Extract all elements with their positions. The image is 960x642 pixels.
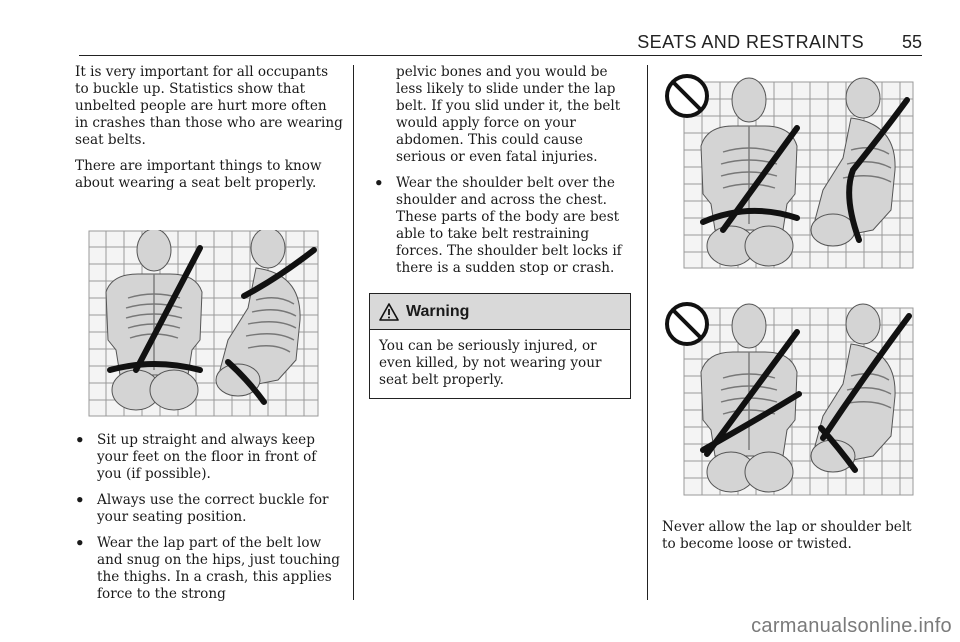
- warning-box: [369, 293, 631, 399]
- lap-belt-continued: pelvic bones and you would be less likely to slide under the lap belt. If you slid under it, the belt would apply force on your abdomen. This could cause serious or even fatal injuries.: [396, 64, 621, 165]
- important-things-paragraph: There are important things to know about wearing a seat belt properly.: [75, 158, 322, 191]
- page-header: [600, 30, 922, 56]
- column-3-text: [662, 519, 924, 562]
- column-1-top: [75, 64, 343, 201]
- header-rule: [79, 55, 922, 56]
- bullet-correct-buckle: • Always use the correct buckle for your seating position.: [75, 491, 329, 525]
- bullet-mark: •: [75, 491, 85, 509]
- column-divider-2: [647, 65, 648, 600]
- bullet-mark: •: [75, 534, 85, 552]
- watermark: carmanualsonline.info: [751, 615, 952, 637]
- loose-twisted-paragraph: Never allow the lap or shoulder belt to become loose or twisted.: [662, 519, 912, 552]
- bullet-lap-belt: • Wear the lap part of the belt low and snug on the hips, just touching the thighs. In a crash, this applies force to the strong: [75, 534, 340, 602]
- column-1-bullets: [75, 432, 343, 612]
- column-divider-1: [353, 65, 354, 600]
- bullet-sit-straight: • Sit up straight and always keep your feet on the floor in front of you (if possible).: [75, 431, 317, 482]
- warning-header: [370, 294, 630, 330]
- section-title: SEATS AND RESTRAINTS: [637, 32, 864, 52]
- bullet-mark: •: [75, 431, 85, 449]
- warning-triangle-icon: [379, 303, 399, 321]
- warning-body: You can be seriously injured, or even killed, by not wearing your seat belt properly.: [379, 338, 602, 388]
- page-number: 55: [901, 32, 922, 52]
- bullet-mark: •: [374, 174, 384, 192]
- correct-seatbelt-illustration: [88, 230, 320, 418]
- warning-title: Warning: [406, 303, 470, 320]
- incorrect-seatbelt-illustration-1: [663, 70, 915, 270]
- bullet-shoulder-belt: • Wear the shoulder belt over the shoulder and across the chest. These parts of the body are best able to take belt restraining forces. The shoulder belt locks if there is a sudden stop or crash.: [374, 174, 622, 276]
- incorrect-seatbelt-illustration-2: [663, 298, 915, 498]
- column-2-text: [374, 64, 636, 286]
- intro-paragraph: It is very important for all occupants to buckle up. Statistics show that unbelted people are hurt more often in crashes than those who are wearing seat belts.: [75, 64, 343, 148]
